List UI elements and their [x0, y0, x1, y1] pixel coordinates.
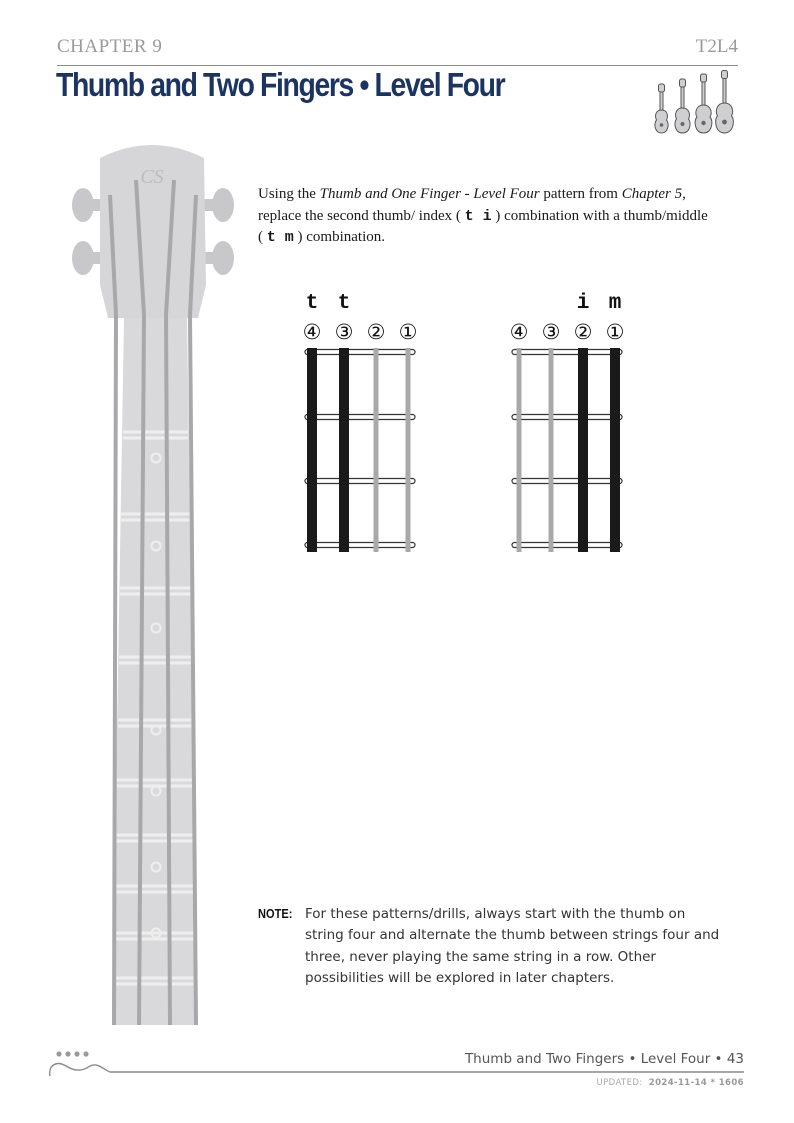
ukulele-neck-illustration [66, 140, 238, 1030]
string-4 [307, 348, 317, 552]
updated-stamp: UPDATED: 2024-11-14 * 1606 [596, 1078, 744, 1088]
finger-label: t [305, 292, 319, 315]
chapter-label: CHAPTER 9 [57, 36, 163, 57]
string-2 [578, 348, 588, 552]
string-3 [339, 348, 349, 552]
combo-thumb-middle: t m [266, 229, 294, 246]
finger-label: i [576, 292, 590, 315]
intro-paragraph: Using the Thumb and One Finger - Level Four pattern from Chapter 5, replace the second thumb/ index ( t i ) combination with a thumb/middle ( t m ) combination. [258, 186, 708, 246]
string-number: ④ [509, 320, 529, 344]
string-4 [517, 348, 522, 552]
finger-label: t [337, 292, 351, 315]
string-number: ① [398, 320, 418, 344]
string-number: ③ [541, 320, 561, 344]
fretboard-grid [296, 348, 424, 554]
string-2 [374, 348, 379, 552]
string-diagram-thumb-thumb [296, 292, 424, 554]
page-title: Thumb and Two Fingers • Level Four [56, 66, 505, 103]
string-1 [610, 348, 620, 552]
finger-label: m [608, 292, 622, 315]
string-number: ③ [334, 320, 354, 344]
neck-logo: CS [140, 166, 164, 188]
fretboard-grid [503, 348, 631, 554]
ukulele-family-icon [650, 70, 740, 138]
combo-thumb-index: t i [464, 207, 492, 225]
note-text: For these patterns/drills, always start with the thumb on string four and alternate the thumb between strings four and three, never playing the same string in a row. Other possibilities will be explored in later chapters. [305, 906, 720, 987]
string-number: ④ [302, 320, 322, 344]
note-label: NOTE: [258, 906, 293, 921]
string-number: ② [573, 320, 593, 344]
lesson-code: T2L4 [695, 36, 738, 57]
string-3 [549, 348, 554, 552]
string-number: ② [366, 320, 386, 344]
string-1 [406, 348, 411, 552]
string-number: ① [605, 320, 625, 344]
footer-page-label: Thumb and Two Fingers • Level Four • 43 [464, 1051, 744, 1067]
string-diagram-index-middle [503, 292, 631, 554]
